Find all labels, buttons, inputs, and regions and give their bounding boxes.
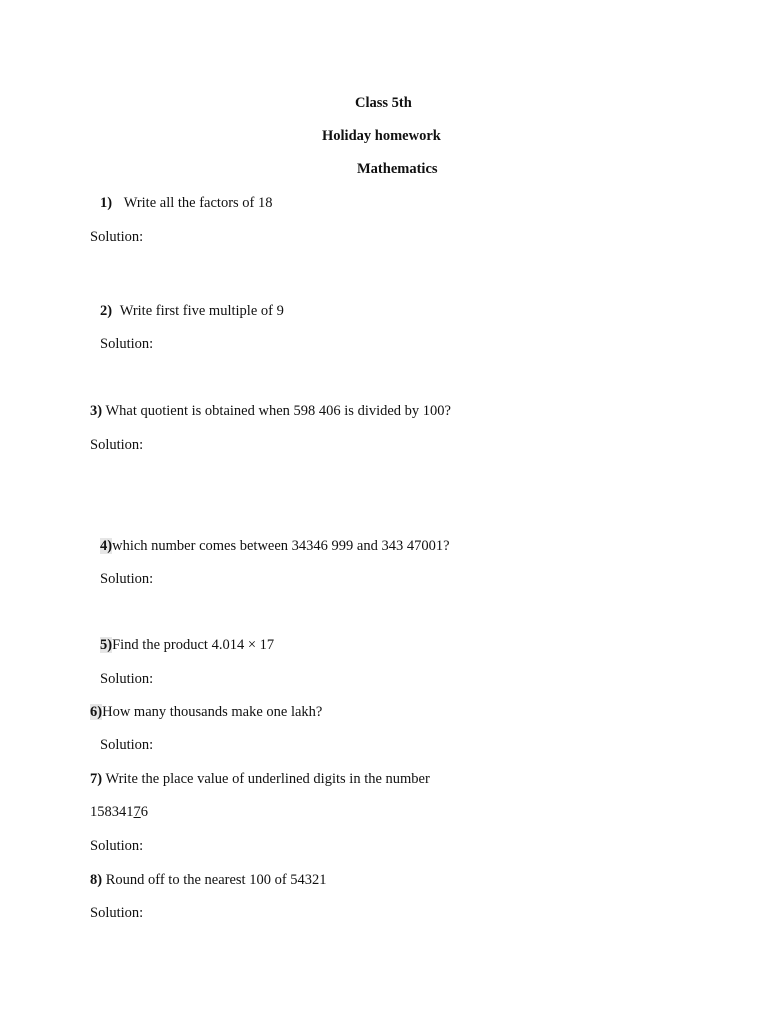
question-number: 3) xyxy=(90,403,103,419)
question-number: 2) xyxy=(100,303,113,319)
solution-label: Solution: xyxy=(90,838,144,854)
question-number: 8) xyxy=(90,872,103,888)
question-number: 6) xyxy=(90,704,103,720)
question-text: How many thousands make one lakh? xyxy=(102,704,323,720)
question-text: Find the product 4.014 × 17 xyxy=(112,637,275,653)
question-text: What quotient is obtained when 598 406 is divided by 100? xyxy=(105,403,451,419)
question-number: 5) xyxy=(100,637,113,653)
question-7 xyxy=(90,770,430,788)
solution-label: Solution: xyxy=(90,437,144,453)
question-text: Write the place value of underlined digits in the number xyxy=(105,771,430,787)
question-2 xyxy=(100,302,284,320)
subject-heading: Mathematics xyxy=(357,161,438,177)
question-6 xyxy=(90,703,322,721)
number-part: 158341 xyxy=(90,804,134,820)
solution-label: Solution: xyxy=(100,571,154,587)
question-number: 7) xyxy=(90,771,103,787)
underlined-digit: 7 xyxy=(133,804,141,820)
question-text: which number comes between 34346 999 and 343 47001? xyxy=(112,538,450,554)
question-4 xyxy=(100,537,450,555)
question-number: 1) xyxy=(100,195,113,211)
question-text: Write all the factors of 18 xyxy=(123,195,273,211)
question-8 xyxy=(90,871,327,889)
solution-label: Solution: xyxy=(100,737,154,753)
class-heading: Class 5th xyxy=(355,95,412,111)
holiday-homework-heading: Holiday homework xyxy=(322,128,441,144)
solution-label: Solution: xyxy=(100,336,154,352)
question-3 xyxy=(90,402,451,420)
solution-label: Solution: xyxy=(90,905,144,921)
number-part: 6 xyxy=(140,804,148,820)
solution-label: Solution: xyxy=(100,671,154,687)
question-number: 4) xyxy=(100,538,113,554)
question-1 xyxy=(100,194,273,212)
question-text: Round off to the nearest 100 of 54321 xyxy=(105,872,327,888)
question-text: Write first five multiple of 9 xyxy=(119,303,284,319)
question-7-number xyxy=(90,803,148,821)
question-5 xyxy=(100,636,274,654)
solution-label: Solution: xyxy=(90,229,144,245)
